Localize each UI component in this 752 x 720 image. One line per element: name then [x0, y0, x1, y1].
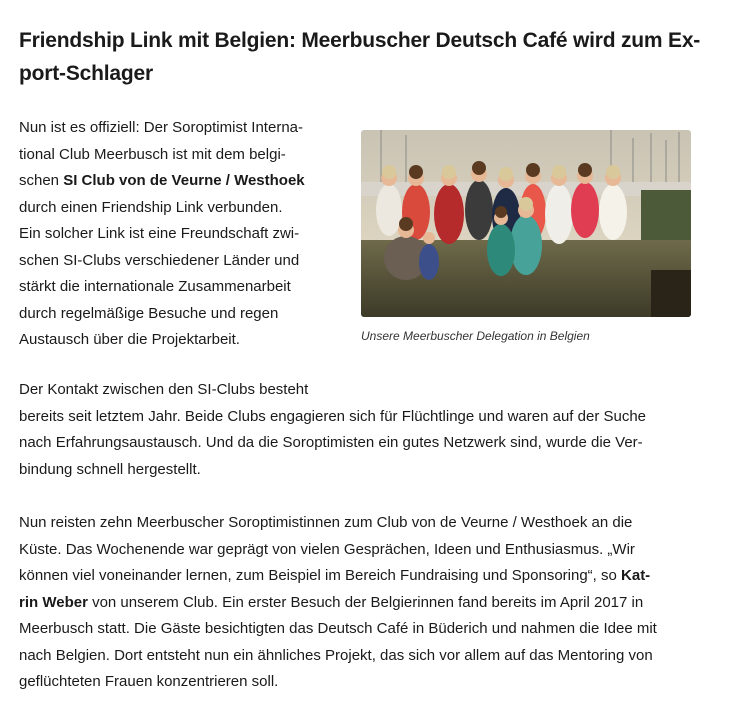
text-line: Der Kontakt zwischen den SI-Clubs besteht	[19, 381, 309, 398]
text-line: nach Erfahrungsaustausch. Und da die Soroptimisten ein gutes Netzwerk sind, wurde die Ver-	[19, 434, 643, 451]
person-name-bold: rin Weber	[19, 593, 88, 611]
text-line: tional Club Meerbusch ist mit dem belgi-	[19, 145, 286, 163]
text-line: schen SI-Clubs verschiedener Länder und	[19, 251, 300, 269]
paragraph-visit	[19, 510, 729, 696]
text-line	[19, 590, 729, 617]
text-line: Austausch über die Projektarbeit.	[19, 331, 240, 348]
text-line: Meerbusch statt. Die Gäste besichtigten das Deutsch Café in Büderich und nahmen die Idee mit	[19, 620, 657, 637]
text-line: Nun reisten zehn Meerbuscher Soroptimistinnen zum Club von de Veurne / Westhoek an die	[19, 514, 633, 531]
text-line: stärkt die internationale Zusammenarbeit	[19, 278, 291, 295]
text-line: bereits seit letztem Jahr. Beide Clubs engagieren sich für Flüchtlinge und waren auf der Suche	[19, 407, 647, 425]
text-line	[19, 168, 349, 195]
text-line: durch einen Friendship Link verbunden.	[19, 198, 283, 216]
text-segment: von unserem Club. Ein erster Besuch der Belgierinnen fand bereits im April 2017 in	[87, 593, 644, 611]
text-line: bindung schnell hergestellt.	[19, 460, 201, 478]
club-name-bold: SI Club von de Veurne / Westhoek	[63, 172, 305, 189]
paragraph-intro	[19, 115, 349, 354]
figure-caption: Unsere Meerbuscher Delegation in Belgien	[361, 329, 590, 343]
text-line: nach Belgien. Dort entsteht nun ein ähnliches Projekt, das sich vor allem auf das Mentoring von	[19, 646, 653, 664]
text-line: Küste. Das Wochenende war geprägt von vielen Gesprächen, Ideen und Enthusiasmus. „Wir	[19, 540, 635, 558]
text-line: Ein solcher Link ist eine Freundschaft zwi-	[19, 225, 300, 242]
person-name-bold: Kat-	[621, 567, 651, 584]
text-segment: schen	[19, 172, 64, 189]
article-headline	[19, 24, 719, 90]
headline-line: port-Schlager	[19, 62, 153, 85]
text-line: durch regelmäßige Besuche und regen	[19, 304, 279, 322]
text-segment: können viel voneinander lernen, zum Beispiel im Bereich Fundraising und Sponsoring“, so	[19, 567, 622, 584]
article-figure	[361, 130, 691, 343]
group-photo	[361, 130, 691, 317]
text-line: geflüchteten Frauen konzentrieren soll.	[19, 673, 279, 690]
paragraph-contact	[19, 377, 724, 483]
text-line: Nun ist es offiziell: Der Soroptimist Interna-	[19, 119, 303, 136]
text-line	[19, 563, 729, 590]
headline-line: Friendship Link mit Belgien: Meerbuscher Deutsch Café wird zum Ex-	[19, 29, 701, 52]
